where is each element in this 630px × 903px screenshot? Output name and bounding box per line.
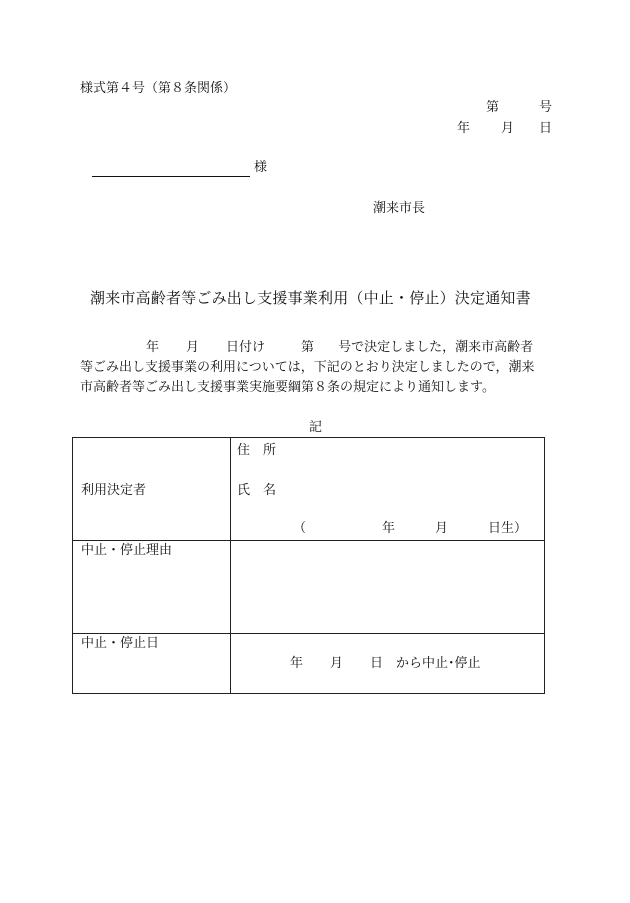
body-dai: 第	[301, 340, 315, 355]
body-line-3: 市高齢者等ごみ出し支援事業実施要綱第８条の規定により通知します。	[80, 380, 495, 395]
birth-day-close: 日生）	[488, 521, 528, 536]
birth-year: 年	[382, 521, 396, 536]
issuer-title: 潮来市長	[373, 201, 426, 216]
recipient-honorific: 様	[254, 160, 268, 175]
table-divider	[73, 633, 544, 634]
birth-open-paren: （	[293, 521, 307, 536]
birth-month: 月	[435, 521, 449, 536]
recipient-name-line	[92, 176, 250, 177]
table-divider	[230, 438, 231, 693]
doc-number-dai: 第	[486, 100, 500, 115]
name-label: 氏 名	[237, 483, 277, 498]
details-table	[72, 437, 545, 694]
stop-year: 年	[290, 656, 304, 671]
row-header-stop-date: 中止・停止日	[81, 636, 160, 651]
issue-date-day: 日	[539, 121, 553, 136]
ki-heading: 記	[309, 420, 323, 435]
stop-month: 月	[330, 656, 344, 671]
body-date-suffix: 日付け	[226, 340, 266, 355]
birthdate-line	[293, 521, 527, 537]
table-divider	[73, 540, 544, 541]
row-header-reason: 中止・停止理由	[81, 543, 173, 558]
body-year: 年	[146, 340, 160, 355]
form-number: 様式第４号（第８条関係）	[80, 81, 237, 96]
document-title: 潮来市高齢者等ごみ出し支援事業利用（中止・停止）決定通知書	[90, 289, 531, 307]
issue-date-year: 年	[457, 121, 471, 136]
body-line-1-rest: 号で決定しました，潮来市高齢者	[338, 340, 534, 355]
stop-day-rest: 日 から中止･停止	[370, 656, 481, 671]
body-month: 月	[186, 340, 200, 355]
body-line-2: 等ごみ出し支援事業の利用については，下記のとおり決定しましたので，潮来	[80, 360, 535, 375]
address-label: 住 所	[237, 443, 277, 458]
issue-date-month: 月	[501, 121, 515, 136]
body-line-1	[80, 340, 533, 356]
stop-date-value	[290, 656, 481, 672]
row-header-user: 利用決定者	[81, 483, 147, 498]
doc-number-go: 号	[539, 100, 553, 115]
